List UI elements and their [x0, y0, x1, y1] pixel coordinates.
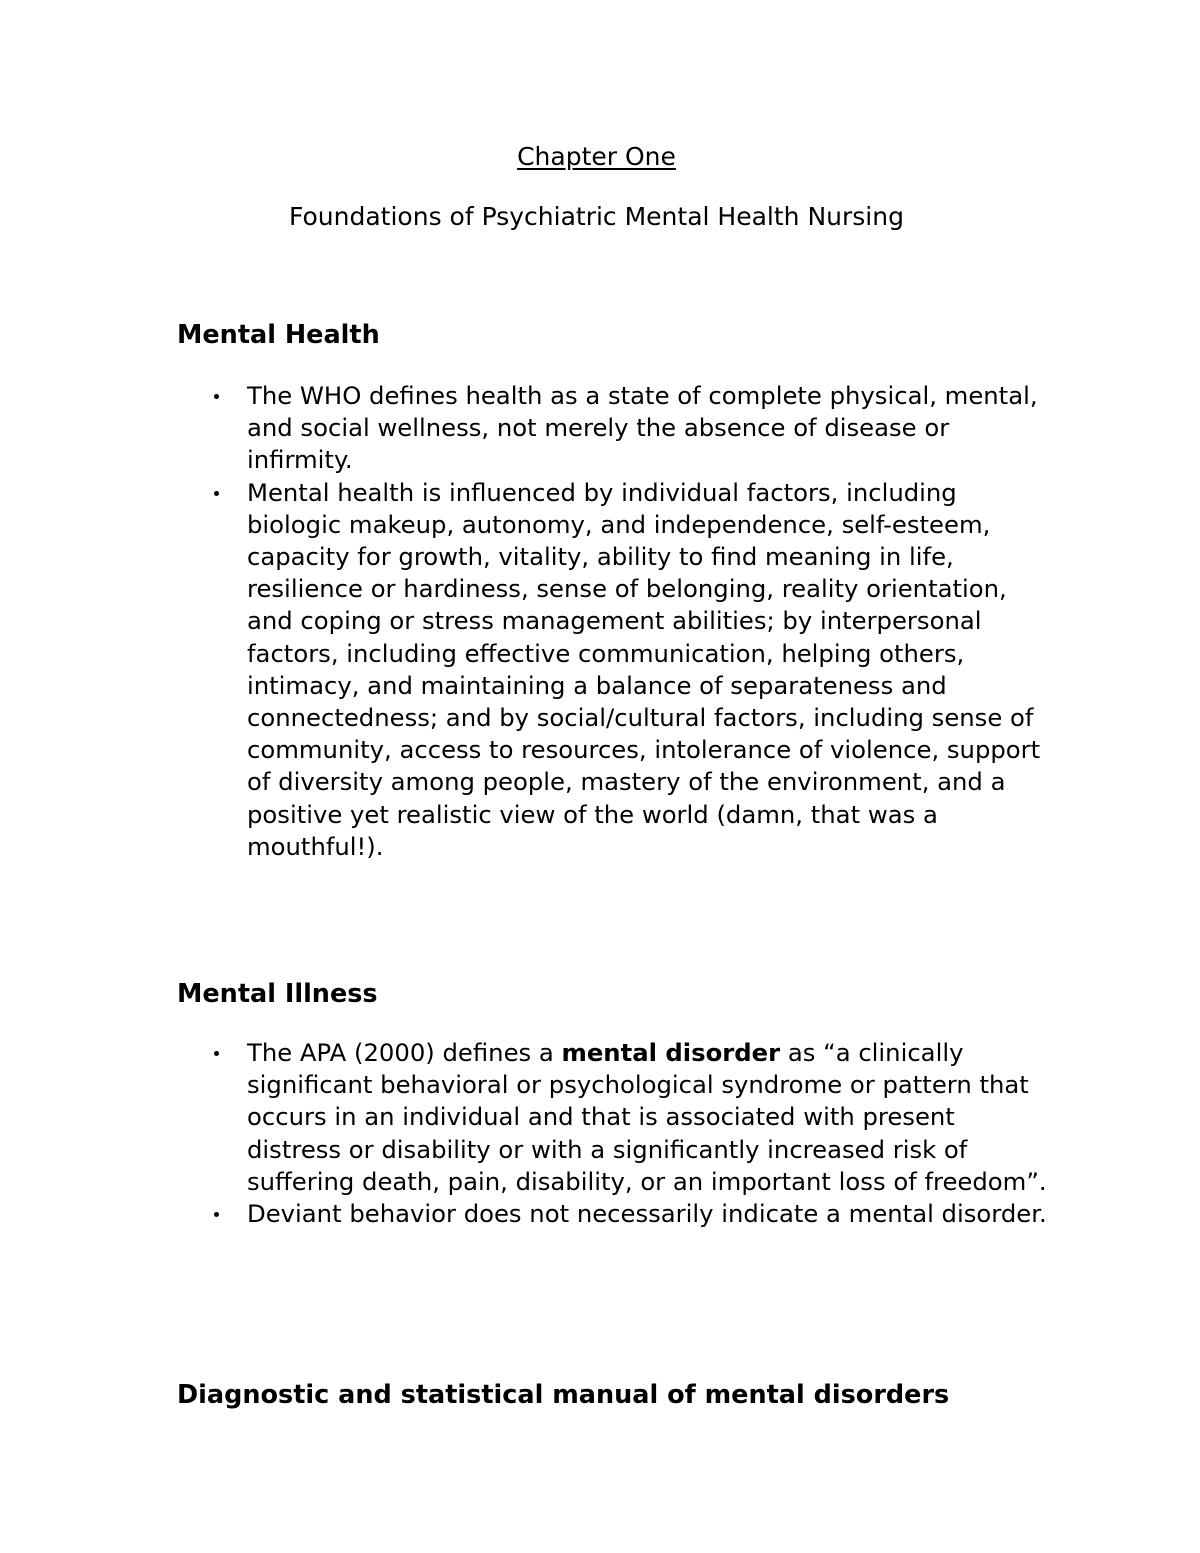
apa-definition-intro: The APA (2000) defines a [247, 1038, 562, 1067]
section-heading-dsm: Diagnostic and statistical manual of mental disorders [177, 1380, 950, 1410]
list-item: Deviant behavior does not necessarily indicate a mental disorder. [247, 1198, 1047, 1230]
mental-disorder-term: mental disorder [561, 1038, 781, 1067]
mental-health-bullet-list [247, 380, 1047, 863]
chapter-subtitle: Foundations of Psychiatric Mental Health Nursing [289, 202, 904, 231]
section-heading-mental-illness: Mental Illness [177, 979, 378, 1009]
section-heading-mental-health: Mental Health [177, 320, 380, 350]
chapter-title: Chapter One [517, 142, 676, 171]
apa-definition-text: as “a clinically significant behavioral or psychological syndrome or pattern that occurs in an individual and that is associated with present distress or disability or with a significantly increased risk of suffering death, pain, disability, or an important loss of freedom”. [247, 1038, 1047, 1196]
list-item [247, 1037, 1047, 1198]
list-item: The WHO defines health as a state of complete physical, mental, and social wellness, not merely the absence of disease or infirmity. [247, 380, 1047, 477]
list-item: Mental health is influenced by individual factors, including biologic makeup, autonomy, and independence, self-esteem, capacity for growth, vitality, ability to find meaning in life, resilience or hardiness, sense of belonging, reality orientation, and coping or stress management abilities; by interpersonal factors, including effective communication, helping others, intimacy, and maintaining a balance of separateness and connectedness; and by social/cultural factors, including sense of community, access to resources, intolerance of violence, support of diversity among people, mastery of the environment, and a positive yet realistic view of the world (damn, that was a mouthful!). [247, 477, 1047, 863]
mental-illness-bullet-list [247, 1037, 1047, 1230]
